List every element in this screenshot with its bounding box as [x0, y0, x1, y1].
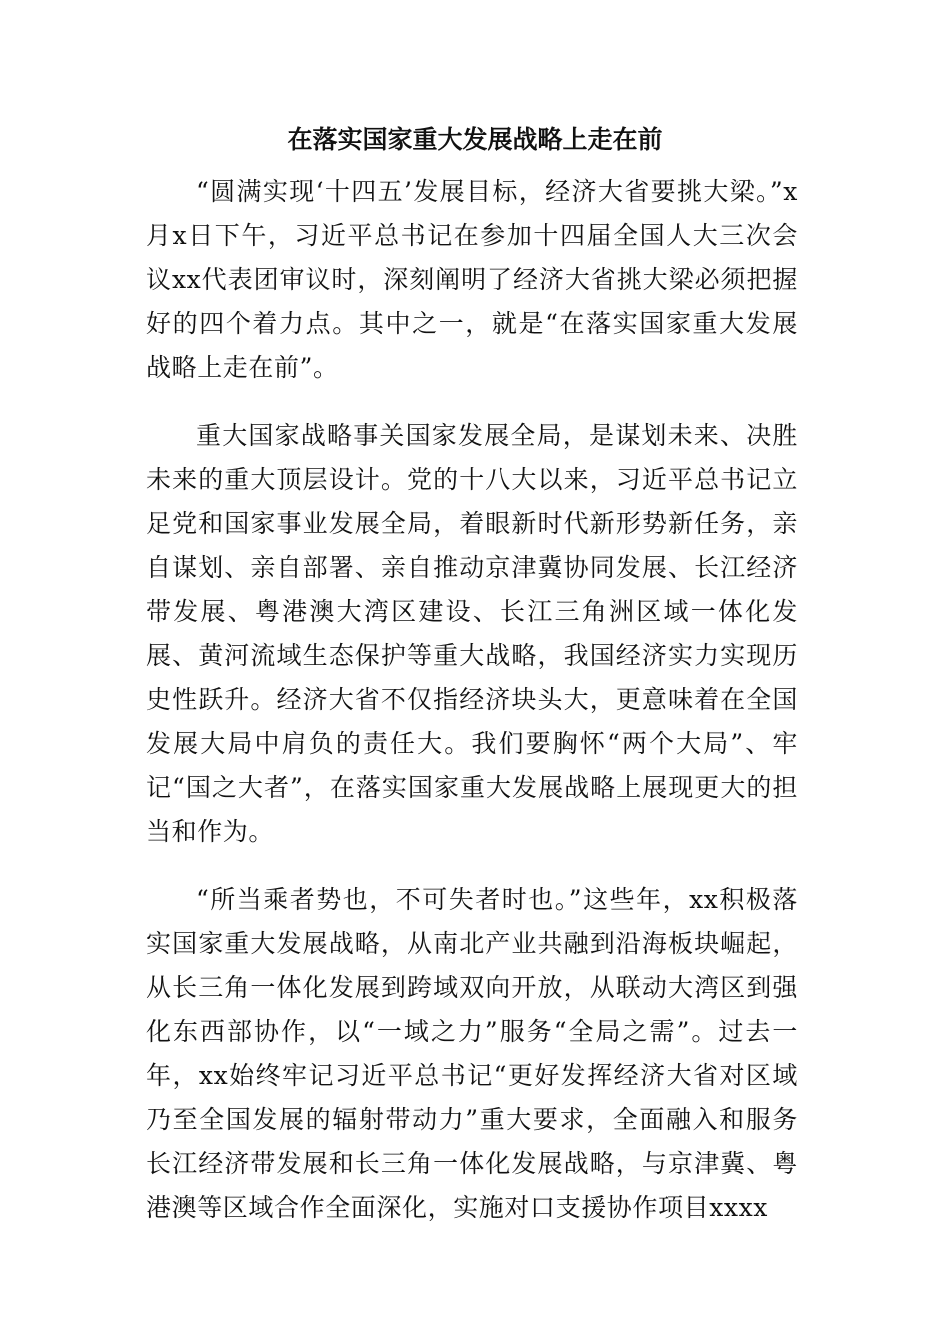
paragraph-2: 重大国家战略事关国家发展全局，是谋划未来、决胜未来的重大顶层设计。党的十八大以来，习近平总书记立足党和国家事业发展全局，着眼新时代新形势新任务，亲自谋划、亲自部署、亲自推动京津冀协同发展、长江经济带发展、粤港澳大湾区建设、长江三角洲区域一体化发展、黄河流域生态保护等重大战略，我国经济实力实现历史性跃升。经济大省不仅指经济块头大，更意味着在全国发展大局中肩负的责任大。我们要胸怀“两个大局”、牢记“国之大者”，在落实国家重大发展战略上展现更大的担当和作为。	[146, 421, 798, 846]
document-title: 在落实国家重大发展战略上走在前	[287, 125, 663, 154]
paragraph-3: “所当乘者势也，不可失者时也。”这些年，xx积极落实国家重大发展战略，从南北产业共融到沿海板块崛起，从长三角一体化发展到跨域双向开放，从联动大湾区到强化东西部协作，以“一域之力”服务“全局之需”。过去一年，xx始终牢记习近平总书记“更好发挥经济大省对区域乃至全国发展的辐射带动力”重大要求，全面融入和服务长江经济带发展和长三角一体化发展战略，与京津冀、粤港澳等区域合作全面深化，实施对口支援协作项目xxxx	[146, 885, 798, 1222]
document-body	[146, 170, 798, 1254]
paragraph-1: “圆满实现‘十四五’发展目标，经济大省要挑大梁。”x月x日下午，习近平总书记在参加十四届全国人大三次会议xx代表团审议时，深刻阐明了经济大省挑大梁必须把握好的四个着力点。其中之一，就是“在落实国家重大发展战略上走在前”。	[146, 177, 798, 382]
